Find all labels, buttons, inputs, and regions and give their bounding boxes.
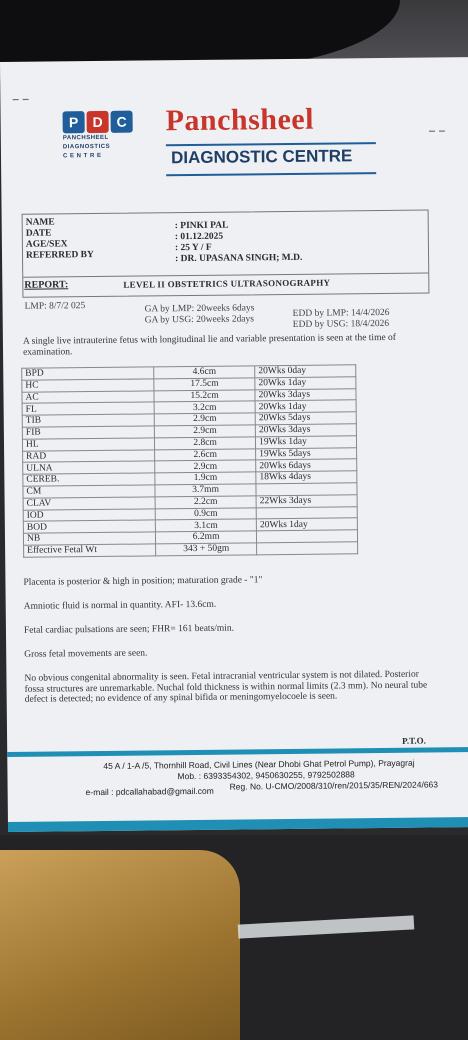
measurement-cell: 2.8cm <box>155 437 256 450</box>
parameter-cell: HC <box>22 379 154 392</box>
parameter-cell: BPD <box>22 367 154 380</box>
parameter-cell: NB <box>23 532 155 545</box>
age-sex: : 25 Y / F <box>174 242 212 254</box>
gestational-age-cell: 20Wks 3days <box>255 388 356 401</box>
exam-title: LEVEL II OBSTETRICS ULTRASONOGRAPHY <box>123 277 331 290</box>
parameter-cell: ULNA <box>23 461 155 474</box>
footer-registration: Reg. No. U-CMO/2008/310/ren/2015/35/REN/2024/663 <box>229 779 439 792</box>
intro-text: A single live intrauterine fetus with longitudinal lie and variable presentation is seen at the time of examination. <box>22 332 397 358</box>
measurement-cell: 2.9cm <box>155 460 256 473</box>
gestational-age-cell: 20Wks 1day <box>256 518 357 531</box>
measurement-cell: 2.9cm <box>154 413 255 426</box>
referred-by-label: REFERRED BY <box>25 250 94 261</box>
report-paper <box>0 57 468 832</box>
finding-amniotic: Amniotic fluid is normal in quantity. AFI- 13.6cm. <box>23 599 217 612</box>
brand-name: Panchsheel <box>165 102 315 138</box>
ga-by-usg: GA by USG: 20weeks 2days <box>144 314 255 326</box>
finding-anomaly: No obvious congenital abnormality is seen. Fetal intracranial ventricular system is not dilated. Posterior fossa structures are unremarkable. Nuchal fold thickness is within normal limits (2.3 mm). No neural tube defect is detected; no evidence of any spinal bifida or meningomyelocoele is seen. <box>24 669 428 705</box>
logo-letter: D <box>87 111 109 133</box>
measurement-cell: 4.6cm <box>154 366 255 379</box>
measurement-cell: 0.9cm <box>155 507 256 520</box>
parameter-cell: IOD <box>23 508 155 521</box>
gestational-age-cell <box>257 530 358 543</box>
gestational-age-cell <box>256 506 357 519</box>
gestational-age-cell: 19Wks 5days <box>256 447 357 460</box>
date-label: DATE <box>25 228 52 239</box>
parameter-cell: RAD <box>23 449 155 462</box>
gestational-age-cell: 22Wks 3days <box>256 495 357 508</box>
footer-mobile: Mob. : 6393354302, 9450630255, 9792502888 <box>177 769 355 782</box>
gestational-age-cell: 20Wks 0day <box>255 365 356 378</box>
edd-by-usg: EDD by USG: 18/4/2026 <box>292 318 390 330</box>
gestational-age-cell <box>256 483 357 496</box>
age-sex-label: AGE/SEX <box>25 239 68 250</box>
parameter-cell: BOD <box>23 520 155 533</box>
parameter-cell: FL <box>22 402 154 415</box>
logo-subtext: PANCHSHEEL <box>62 134 109 142</box>
parameter-cell: CM <box>23 485 155 498</box>
corner-mark: – – <box>428 123 446 138</box>
gestational-age-cell: 20Wks 3days <box>255 424 356 437</box>
report-label: REPORT: <box>24 279 69 291</box>
ga-by-lmp: GA by LMP: 20weeks 6days <box>144 303 255 315</box>
brand-subtitle: DIAGNOSTIC CENTRE <box>170 146 353 168</box>
finding-cardiac: Fetal cardiac pulsations are seen; FHR= 161 beats/min. <box>23 623 235 636</box>
gestational-age-cell: 20Wks 5days <box>255 412 356 425</box>
footer-band <box>8 817 468 832</box>
cloth <box>0 850 240 1040</box>
footer-rule <box>7 747 468 757</box>
logo-subtext: DIAGNOSTICS <box>62 143 111 151</box>
divider <box>23 273 428 278</box>
corner-mark: – – <box>12 91 30 106</box>
patient-name: : PINKI PAL <box>174 220 229 232</box>
referring-doctor: : DR. UPASANA SINGH; M.D. <box>175 252 303 265</box>
gestational-age-cell: 19Wks 1day <box>256 436 357 449</box>
gestational-age-cell <box>257 542 358 555</box>
gestational-age-cell: 20Wks 6days <box>256 459 357 472</box>
biometry-row <box>24 542 358 557</box>
finding-placenta: Placenta is posterior & high in position; maturation grade - "1" <box>23 575 263 588</box>
footer-email: e-mail : pdcallahabad@gmail.com <box>85 785 214 798</box>
parameter-cell: Effective Fetal Wt <box>24 544 156 557</box>
finding-movements: Gross fetal movements are seen. <box>24 648 148 660</box>
logo-subtext: C E N T R E <box>62 152 102 160</box>
measurement-cell: 6.2mm <box>156 531 257 544</box>
measurement-cell: 1.9cm <box>155 472 256 485</box>
footer-address: 45 A / 1-A /5, Thornhill Road, Civil Lines (Near Dhobi Ghat Petrol Pump), Prayagraj <box>103 757 415 771</box>
parameter-cell: CEREB. <box>23 473 155 486</box>
parameter-cell: AC <box>22 390 154 403</box>
parameter-cell: TIB <box>22 414 154 427</box>
pdc-logo <box>63 111 136 167</box>
lmp: LMP: 8/7/2 025 <box>24 301 86 312</box>
measurement-cell: 2.2cm <box>155 496 256 509</box>
parameter-cell: FIB <box>22 426 154 439</box>
logo-letter: C <box>111 111 133 133</box>
edd-by-lmp: EDD by LMP: 14/4/2026 <box>292 307 390 319</box>
logo-letter: P <box>63 111 85 133</box>
measurement-cell: 3.2cm <box>154 401 255 414</box>
biometry-table <box>21 364 358 557</box>
measurement-cell: 3.1cm <box>155 519 256 532</box>
measurement-cell: 343 + 50gm <box>156 543 257 556</box>
measurement-cell: 2.6cm <box>155 448 256 461</box>
gestational-age-cell: 20Wks 1day <box>255 400 356 413</box>
divider <box>166 172 376 176</box>
parameter-cell: HL <box>22 438 154 451</box>
parameter-cell: CLAV <box>23 497 155 510</box>
gestational-age-cell: 18Wks 4days <box>256 471 357 484</box>
name-label: NAME <box>25 217 55 228</box>
measurement-cell: 3.7mm <box>155 484 256 497</box>
measurement-cell: 2.9cm <box>154 425 255 438</box>
report-date: : 01.12.2025 <box>174 231 224 243</box>
patient-info-box <box>22 210 430 298</box>
measurement-cell: 17.5cm <box>154 378 255 391</box>
gestational-age-cell: 20Wks 1day <box>255 377 356 390</box>
pto-label: P.T.O. <box>402 735 426 746</box>
measurement-cell: 15.2cm <box>154 389 255 402</box>
